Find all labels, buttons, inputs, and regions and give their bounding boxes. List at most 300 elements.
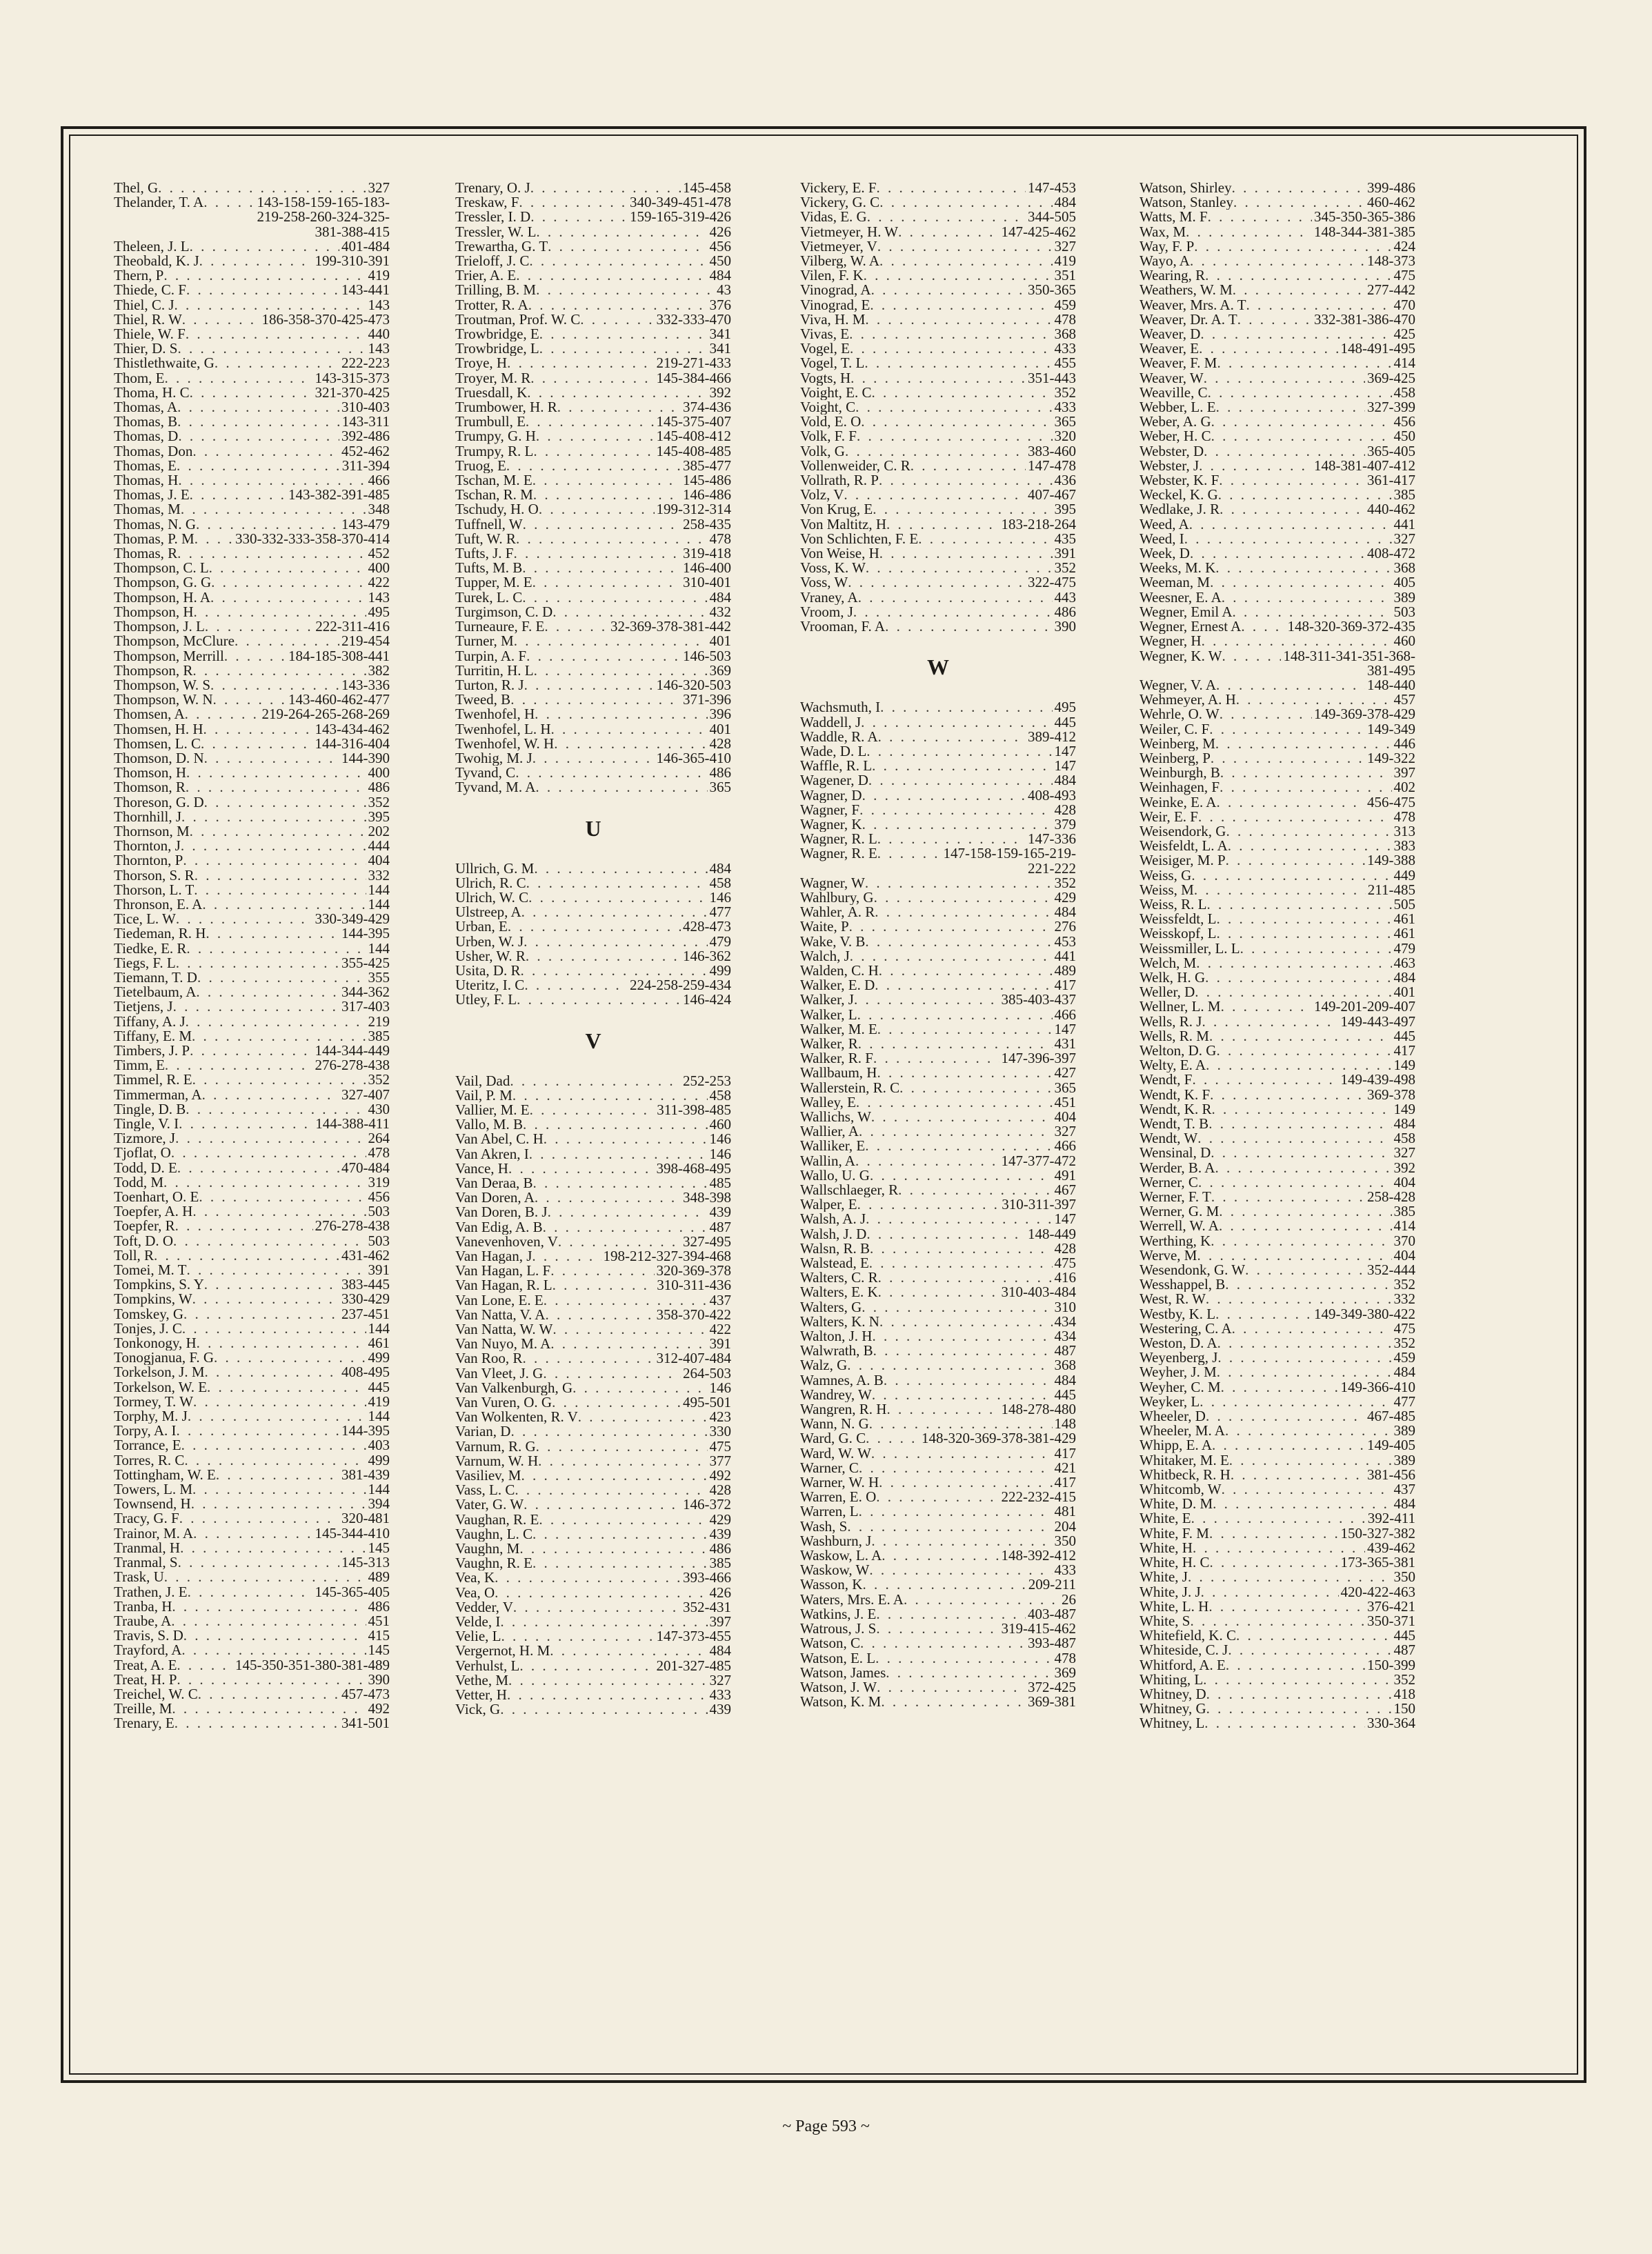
index-entry — [1140, 1336, 1415, 1350]
index-entry — [114, 722, 390, 737]
leader-dots — [1208, 1599, 1365, 1614]
index-entry-name: Voight, C — [800, 400, 856, 415]
index-entry-name: Tomei, M. T — [114, 1263, 187, 1278]
index-entry-pages: 147-158-159-165-219- — [943, 846, 1076, 861]
index-entry-name: Weisskopf, L — [1140, 926, 1217, 941]
leader-dots — [854, 993, 999, 1007]
index-entry-pages: 460 — [709, 1117, 731, 1133]
index-entry-name: Troutman, Prof. W. C — [455, 312, 581, 328]
leader-dots — [516, 268, 707, 283]
index-entry-pages: 143-315-373 — [315, 370, 390, 386]
index-entry — [455, 1103, 731, 1117]
index-entry — [455, 1702, 731, 1717]
index-entry-pages: 389-412 — [1028, 729, 1076, 744]
leader-dots — [1206, 1687, 1392, 1702]
index-entry-name: Tyvand, M. A — [455, 780, 536, 795]
index-entry-name: Thompson, Merrill — [114, 648, 224, 664]
index-entry-name: Thompson, G. G — [114, 575, 212, 590]
index-entry — [455, 386, 731, 400]
leader-dots — [550, 1644, 707, 1658]
index-entry — [800, 1666, 1076, 1680]
leader-dots — [183, 1628, 366, 1643]
index-entry — [455, 1147, 731, 1161]
leader-dots — [1217, 356, 1391, 370]
leader-dots — [183, 853, 366, 868]
index-entry — [800, 846, 1076, 861]
leader-dots — [1205, 970, 1391, 985]
index-entry-pages: 319-415-462 — [1001, 1622, 1076, 1637]
index-entry — [114, 941, 390, 956]
index-entry — [1140, 605, 1415, 619]
index-entry-name: Van Wolkenten, R. V — [455, 1410, 578, 1425]
index-entry — [455, 1600, 731, 1615]
index-entry-pages: 503 — [368, 1204, 390, 1219]
index-column-3 — [800, 181, 1076, 1709]
index-entry — [1140, 722, 1415, 737]
index-entry-name: Wagner, D — [800, 788, 862, 803]
index-entry-name: Velie, L — [455, 1629, 501, 1644]
index-entry-name: Walwrath, B — [800, 1344, 873, 1359]
leader-dots — [526, 649, 681, 664]
leader-dots — [524, 678, 655, 692]
index-entry-pages: 147 — [1054, 1212, 1076, 1227]
index-entry — [114, 1555, 390, 1570]
index-entry — [114, 1453, 390, 1468]
leader-dots — [868, 773, 1053, 788]
index-entry-pages: 32-369-378-381-442 — [610, 619, 731, 635]
index-entry — [114, 415, 390, 429]
index-entry — [455, 861, 731, 876]
index-entry-pages: 144 — [368, 897, 390, 912]
leader-dots — [881, 1695, 1026, 1709]
index-entry-pages: 144 — [368, 941, 390, 956]
index-entry — [455, 312, 731, 327]
leader-dots — [207, 1380, 366, 1395]
index-entry — [455, 1483, 731, 1497]
index-entry-name: Walz, G — [800, 1358, 848, 1373]
leader-dots — [1215, 737, 1392, 751]
leader-dots — [1211, 751, 1365, 766]
index-entry — [1140, 766, 1415, 780]
index-entry-name: Week, D — [1140, 546, 1190, 561]
index-entry-pages: 484 — [1054, 1373, 1076, 1388]
index-entry — [1140, 868, 1415, 883]
index-entry — [114, 341, 390, 356]
leader-dots — [918, 532, 1052, 546]
leader-dots — [536, 429, 655, 443]
index-entry-name: Thornhill, J — [114, 809, 181, 824]
leader-dots — [1220, 766, 1392, 780]
leader-dots — [190, 239, 339, 254]
leader-dots — [879, 1315, 1053, 1329]
index-entry-name: Von Krug, E — [800, 502, 873, 517]
leader-dots — [1222, 1482, 1392, 1497]
index-entry-pages: 150-327-382 — [1340, 1526, 1415, 1541]
index-entry — [1140, 239, 1415, 254]
index-entry-name: Walker, M. E — [800, 1021, 877, 1037]
leader-dots — [180, 1541, 366, 1555]
leader-dots — [870, 1168, 1053, 1183]
leader-dots — [215, 356, 339, 370]
index-entry-name: Walker, R — [800, 1036, 858, 1052]
index-entry — [1140, 1088, 1415, 1102]
index-entry-name: Wagner, W — [800, 875, 865, 890]
leader-dots — [177, 546, 366, 561]
index-entry-name: Treille, M — [114, 1702, 172, 1717]
index-entry-name: Thom, E — [114, 370, 165, 386]
index-entry — [455, 1659, 731, 1673]
index-entry — [114, 1029, 390, 1044]
index-entry-pages: 320 — [1054, 429, 1076, 444]
index-entry-pages: 143-460-462-477 — [288, 692, 390, 708]
index-entry-name: Vollenweider, C. R — [800, 458, 910, 474]
index-entry-pages: 143 — [368, 297, 390, 312]
index-entry-pages: 495 — [368, 604, 390, 620]
index-entry-pages: 311-394 — [341, 458, 390, 474]
index-entry-name: Wachsmuth, I — [800, 700, 881, 715]
index-entry — [800, 1431, 1076, 1446]
index-entry — [1140, 619, 1415, 634]
index-entry-name: Weyher, J. M — [1140, 1365, 1217, 1380]
index-entry-pages: 484 — [709, 861, 731, 876]
index-entry — [1140, 970, 1415, 985]
index-entry-pages: 445 — [1393, 1028, 1415, 1044]
leader-dots — [580, 312, 654, 327]
leader-dots — [177, 459, 340, 473]
index-entry-pages: 147 — [1054, 744, 1076, 759]
index-entry-pages: 332 — [1393, 1292, 1415, 1307]
leader-dots — [210, 590, 366, 605]
index-entry — [455, 210, 731, 224]
index-entry-pages: 344-505 — [1028, 210, 1076, 225]
index-entry-pages: 143-158-159-165-183- — [257, 195, 390, 210]
leader-dots — [553, 605, 707, 619]
index-entry — [800, 1329, 1076, 1344]
index-entry — [800, 488, 1076, 502]
index-entry — [114, 1015, 390, 1029]
index-column-4 — [1140, 181, 1415, 1731]
index-entry — [1140, 1380, 1415, 1395]
index-entry — [114, 575, 390, 590]
index-entry-pages: 358-370-422 — [656, 1307, 731, 1323]
index-entry — [800, 1651, 1076, 1666]
index-entry — [455, 605, 731, 619]
index-entry — [114, 1409, 390, 1424]
index-entry — [114, 371, 390, 386]
index-entry-pages: 385-403-437 — [1001, 993, 1076, 1008]
index-entry — [1140, 268, 1415, 283]
index-entry-name: Wesendonk, G. W — [1140, 1263, 1246, 1278]
index-entry-pages: 433 — [1054, 400, 1076, 415]
index-entry-name: Vance, H — [455, 1161, 508, 1176]
leader-dots — [210, 678, 339, 692]
index-entry — [1140, 1204, 1415, 1219]
leader-dots — [899, 1081, 1052, 1095]
leader-dots — [193, 1395, 366, 1409]
index-entry-pages: 425 — [1393, 327, 1415, 342]
index-entry-name: Verhulst, L — [455, 1658, 520, 1673]
index-entry-name: Thompson, R — [114, 663, 193, 678]
index-entry-pages: 149-322 — [1367, 750, 1415, 766]
index-entry — [800, 773, 1076, 788]
leader-dots — [206, 926, 339, 941]
index-entry-name: Weisfeldt, L. A — [1140, 839, 1228, 854]
leader-dots — [508, 919, 681, 934]
index-entry-pages: 431-462 — [341, 1248, 390, 1264]
index-entry-name: Werner, F. T — [1140, 1190, 1211, 1205]
index-entry-pages: 392-486 — [341, 429, 390, 444]
leader-dots — [1215, 1161, 1391, 1175]
index-entry-pages: 401 — [709, 634, 731, 649]
index-entry-pages: 144 — [368, 1482, 390, 1497]
index-entry — [800, 517, 1076, 532]
index-entry — [114, 1526, 390, 1541]
leader-dots — [534, 861, 707, 876]
index-entry — [114, 1102, 390, 1117]
index-entry-name: Walton, J. H — [800, 1329, 873, 1344]
index-entry-pages: 484 — [1054, 905, 1076, 920]
index-entry-pages: 437 — [1393, 1482, 1415, 1497]
leader-dots — [172, 1702, 366, 1716]
leader-dots — [181, 839, 366, 853]
index-entry — [1140, 1702, 1415, 1716]
index-entry-name: Traube, A — [114, 1613, 172, 1629]
leader-dots — [173, 1234, 366, 1248]
index-entry-pages: 407-467 — [1028, 488, 1076, 503]
index-entry-pages: 145-408-485 — [656, 443, 731, 459]
leader-dots — [192, 1292, 339, 1306]
index-entry — [114, 1292, 390, 1306]
leader-dots — [870, 1241, 1053, 1256]
leader-dots — [495, 1570, 681, 1585]
index-entry-pages: 466 — [368, 473, 390, 488]
leader-dots — [178, 473, 366, 488]
index-entry-name: Wheeler, M. A — [1140, 1424, 1225, 1439]
leader-dots — [1220, 502, 1365, 517]
index-entry — [800, 1534, 1076, 1548]
leader-dots — [849, 919, 1053, 934]
index-entry-name: Wesshappel, B — [1140, 1277, 1226, 1293]
index-entry-pages: 477 — [1393, 1394, 1415, 1410]
index-entry-pages: 470 — [1393, 297, 1415, 312]
index-entry — [800, 1183, 1076, 1197]
index-entry — [455, 634, 731, 648]
index-entry-name: White, L. H — [1140, 1599, 1209, 1614]
index-entry-pages: 478 — [1054, 312, 1076, 328]
index-entry-pages: 458 — [709, 1088, 731, 1103]
leader-dots — [175, 1716, 339, 1731]
index-entry-name: Thomsen, H. H — [114, 721, 203, 737]
index-entry — [1140, 751, 1415, 766]
index-entry-pages: 352 — [368, 795, 390, 810]
index-entry — [114, 1614, 390, 1628]
leader-dots — [1201, 1585, 1339, 1599]
leader-dots — [860, 1636, 1026, 1650]
index-entry-pages: 439 — [709, 1526, 731, 1542]
index-entry-name: Wedlake, J. R — [1140, 502, 1220, 517]
index-entry-pages: 385 — [1393, 1204, 1415, 1219]
index-entry — [1140, 634, 1415, 648]
index-entry-pages: 146-320-503 — [656, 677, 731, 693]
index-entry-pages: 319-418 — [683, 546, 731, 561]
index-entry-pages: 143-441 — [341, 283, 390, 298]
index-entry — [800, 1212, 1076, 1226]
index-entry — [455, 415, 731, 429]
leader-dots — [1232, 1322, 1392, 1336]
index-entry — [1140, 1716, 1415, 1731]
index-entry-pages: 392 — [1393, 1160, 1415, 1175]
index-entry — [455, 195, 731, 210]
index-entry-name: Wahlbury, G — [800, 890, 874, 906]
index-entry-name: Watson, Shirley — [1140, 181, 1232, 196]
leader-dots — [163, 268, 366, 283]
leader-dots — [877, 832, 1026, 846]
index-entry-pages: 310-311-397 — [1002, 1197, 1076, 1213]
index-entry-name: Trumbower, H. R — [455, 400, 557, 415]
index-entry-name: Warren, E. O — [800, 1490, 877, 1505]
leader-dots — [175, 1219, 313, 1233]
leader-dots — [1211, 1190, 1365, 1204]
index-entry — [1140, 1117, 1415, 1131]
index-entry — [455, 546, 731, 561]
index-entry-name: Tressler, W. L — [455, 224, 537, 239]
index-entry-name: Toenhart, O. E — [114, 1190, 199, 1205]
index-entry-name: Twenhofel, H — [455, 707, 535, 722]
index-entry — [114, 488, 390, 502]
index-entry — [114, 1380, 390, 1395]
index-entry — [455, 1249, 731, 1264]
index-entry-name: Walsh, A. J — [800, 1212, 866, 1227]
leader-dots — [524, 935, 707, 949]
index-entry-pages: 451 — [368, 1613, 390, 1629]
index-entry-name: Turner, M — [455, 634, 514, 649]
leader-dots — [550, 1264, 654, 1278]
leader-dots — [876, 1607, 1026, 1622]
index-entry-pages: 209-211 — [1028, 1577, 1076, 1593]
index-entry-pages: 400 — [368, 766, 390, 781]
index-entry — [800, 356, 1076, 370]
leader-dots — [855, 400, 1052, 415]
index-entry-name: White, D. M — [1140, 1497, 1213, 1512]
index-entry — [114, 1673, 390, 1687]
index-entry-pages: 277-442 — [1367, 283, 1415, 298]
index-entry — [455, 1542, 731, 1556]
index-entry-pages: 327-407 — [341, 1087, 390, 1102]
index-entry — [1140, 692, 1415, 707]
index-entry-name: Tschudy, H. O — [455, 502, 539, 517]
index-entry — [455, 890, 731, 905]
index-entry-name: White, E — [1140, 1511, 1191, 1526]
index-entry — [800, 1110, 1076, 1124]
index-entry-name: Tufts, J. F — [455, 546, 514, 561]
index-entry-pages: 397 — [1393, 766, 1415, 781]
index-entry — [455, 649, 731, 664]
index-entry — [800, 268, 1076, 283]
index-entry-pages: 428 — [709, 736, 731, 751]
index-entry-name: Waskow, W — [800, 1563, 870, 1578]
index-entry-name: Trotter, R. A — [455, 297, 528, 312]
leader-dots — [1206, 1409, 1365, 1424]
index-entry-name: Varian, D — [455, 1424, 511, 1439]
index-entry-name: Weinhagen, F — [1140, 780, 1220, 795]
index-entry-pages: 252-253 — [683, 1073, 731, 1088]
index-entry — [455, 1439, 731, 1454]
index-entry-name: Thoma, H. C — [114, 385, 190, 401]
index-column-1 — [114, 181, 390, 1731]
index-entry-name: Weinburgh, B — [1140, 766, 1220, 781]
index-entry — [455, 1337, 731, 1351]
leader-dots — [1191, 1511, 1366, 1526]
leader-dots — [539, 502, 655, 517]
leader-dots — [199, 1190, 366, 1204]
index-entry — [800, 1256, 1076, 1270]
index-entry — [1140, 488, 1415, 502]
index-entry — [800, 546, 1076, 561]
index-entry — [800, 876, 1076, 890]
index-entry-pages: 414 — [1393, 1219, 1415, 1234]
index-entry-pages: 330 — [709, 1424, 731, 1439]
index-entry — [455, 664, 731, 678]
index-entry — [455, 678, 731, 692]
leader-dots — [872, 1388, 1053, 1402]
leader-dots — [515, 1483, 707, 1497]
leader-dots — [849, 327, 1052, 341]
index-entry-name: Von Maltitz, H — [800, 517, 887, 532]
index-entry-name: Vietmeyer, V — [800, 239, 877, 255]
leader-dots — [190, 386, 313, 400]
index-entry — [800, 1051, 1076, 1066]
leader-dots — [181, 810, 366, 824]
leader-dots — [529, 254, 707, 268]
index-entry-pages: 479 — [709, 934, 731, 949]
index-entry-name: Van Deraa, B — [455, 1175, 533, 1191]
index-entry-name: Trathen, J. E — [114, 1584, 188, 1599]
index-entry-pages: 429 — [1054, 890, 1076, 906]
leader-dots — [872, 759, 1052, 773]
index-entry-name: Werner, C — [1140, 1175, 1198, 1190]
index-entry-pages: 487 — [1054, 1344, 1076, 1359]
index-entry-name: Weyher, C. M — [1140, 1379, 1221, 1395]
index-entry-pages: 439 — [709, 1205, 731, 1220]
index-entry-pages: 148-381-407-412 — [1314, 458, 1415, 474]
index-entry-pages: 459 — [1393, 1350, 1415, 1366]
index-entry-name: Wegner, Ernest A — [1140, 619, 1242, 635]
index-entry-name: Townsend, H — [114, 1497, 191, 1512]
index-entry — [1140, 1628, 1415, 1643]
index-entry-pages: 458 — [1393, 1131, 1415, 1146]
index-entry-pages: 310 — [1054, 1299, 1076, 1315]
index-entry-name: Vaughn, R. E — [455, 1556, 533, 1571]
index-entry-name: Wendt, W — [1140, 1131, 1198, 1146]
leader-dots — [197, 1336, 366, 1350]
index-entry-name: Thomsen, L. C — [114, 736, 201, 751]
index-entry — [1140, 1409, 1415, 1424]
index-entry-pages: 426 — [709, 1585, 731, 1600]
index-entry-pages: 147-396-397 — [1001, 1051, 1076, 1066]
index-entry-pages: 327 — [1054, 239, 1076, 255]
index-entry-pages: 371-396 — [683, 692, 731, 708]
leader-dots — [1231, 1468, 1365, 1482]
index-entry — [455, 1556, 731, 1570]
index-entry — [114, 459, 390, 473]
index-entry — [455, 619, 731, 634]
index-entry — [800, 1300, 1076, 1315]
index-entry-pages: 327 — [1054, 1124, 1076, 1139]
index-entry — [800, 1461, 1076, 1475]
leader-dots — [1184, 532, 1392, 546]
leader-dots — [1217, 1336, 1392, 1350]
index-entry — [1140, 1365, 1415, 1379]
